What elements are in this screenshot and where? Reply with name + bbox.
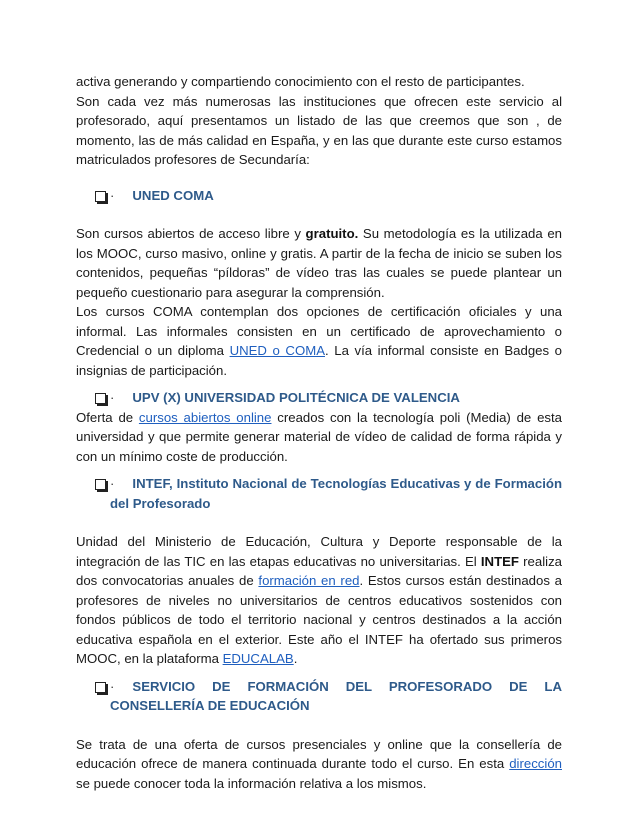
text-run: . La vía informal consiste en Badges o insignias de participación. [76,343,563,378]
heading-text: SERVICIO DE FORMACIÓN DEL PROFESORADO DE LA CONSELLERÍA DE EDUCACIÓN [110,678,562,713]
intro-line: activa generando y compartiendo conocimiento con el resto de participantes. [76,74,525,89]
text-run: Oferta de [76,409,139,425]
bullet-dot: · [110,476,115,491]
bold-text: INTEF [480,553,519,569]
bullet-dot: · [110,187,115,203]
text-run: Unidad del Ministerio de Educación, Cultura y Deporte responsable de la integración de las TIC en las etapas educativas no universitarias. El [76,534,562,569]
text-run: Se trata de una oferta de cursos presenciales y online que la consellería de educación ofrece de manera continuada durante todo el curso. En esta [76,736,562,771]
checkbox-bullet-icon [95,682,106,693]
section-heading-upv [76,388,562,408]
text-run: Son cursos abiertos de acceso libre y [76,226,306,241]
text-run: Su metodología es la utilizada en los MOOC, curso masivo, online y gratis. A partir de la fecha de inicio se suben los contenidos, pequeñas “píldoras” de vídeo tras las cuales se puede plantear un pequeño cuestionario para asegurar la comprensión. [76,226,562,300]
uned-paragraph-1 [76,224,562,302]
section-heading-intef [76,474,562,513]
section-heading-uned [76,186,562,206]
heading-text: UPV (X) UNIVERSIDAD POLITÉCNICA DE VALENCIA [132,390,460,405]
checkbox-bullet-icon [95,479,106,490]
intef-paragraph [76,532,562,669]
intro-paragraph: Son cada vez más numerosas las instituciones que ofrecen este servicio al profesorado, aquí presentamos un listado de las que creemos que son , de momento, las de más calidad en España, y en las que durante este curso estamos matriculados profesores de Secundaría: [76,93,562,167]
text-run: . [293,651,298,666]
direccion-link[interactable]: dirección [509,756,562,771]
conselleria-paragraph [76,735,562,794]
uned-paragraph-2 [76,302,562,380]
bold-text: gratuito. [305,226,359,241]
cursos-abiertos-link[interactable]: cursos abiertos online [138,409,272,425]
document-page [76,72,562,793]
formacion-en-red-link[interactable]: formación en red [258,573,360,588]
heading-text: INTEF, Instituto Nacional de Tecnologías Educativas y de Formación del Profesorado [110,476,562,511]
educalab-link[interactable]: EDUCALAB [222,651,294,666]
text-run: . Estos cursos están destinados a profesores de niveles no universitarios de centros educativos sostenidos con fondos públicos de todo el territorio nacional y centros destinados a la acción educativa española en el exterior. Este año el INTEF ha ofertado sus primeros MOOC, en la plataforma [76,573,562,666]
text-run: realiza dos convocatorias anuales de [76,553,563,588]
heading-text: UNED COMA [132,187,214,203]
text-run: creados con la tecnología poli (Media) de esta universidad y que permite generar material de vídeo de calidad de forma rápida y con un mínimo coste de producción. [76,409,562,464]
checkbox-bullet-icon [95,393,106,404]
uned-coma-link[interactable]: UNED o COMA [229,343,325,358]
text-run: se puede conocer toda la información relativa a los mismos. [76,775,427,791]
text-run: Los cursos COMA contemplan dos opciones de certificación oficiales y una informal. Las informales consisten en un certificado de aprovechamiento o Credencial o un diploma [76,304,562,358]
checkbox-bullet-icon [95,191,106,202]
bullet-dot: · [110,678,115,694]
section-heading-conselleria [76,677,562,716]
bullet-dot: · [110,390,115,405]
upv-paragraph [76,408,562,467]
